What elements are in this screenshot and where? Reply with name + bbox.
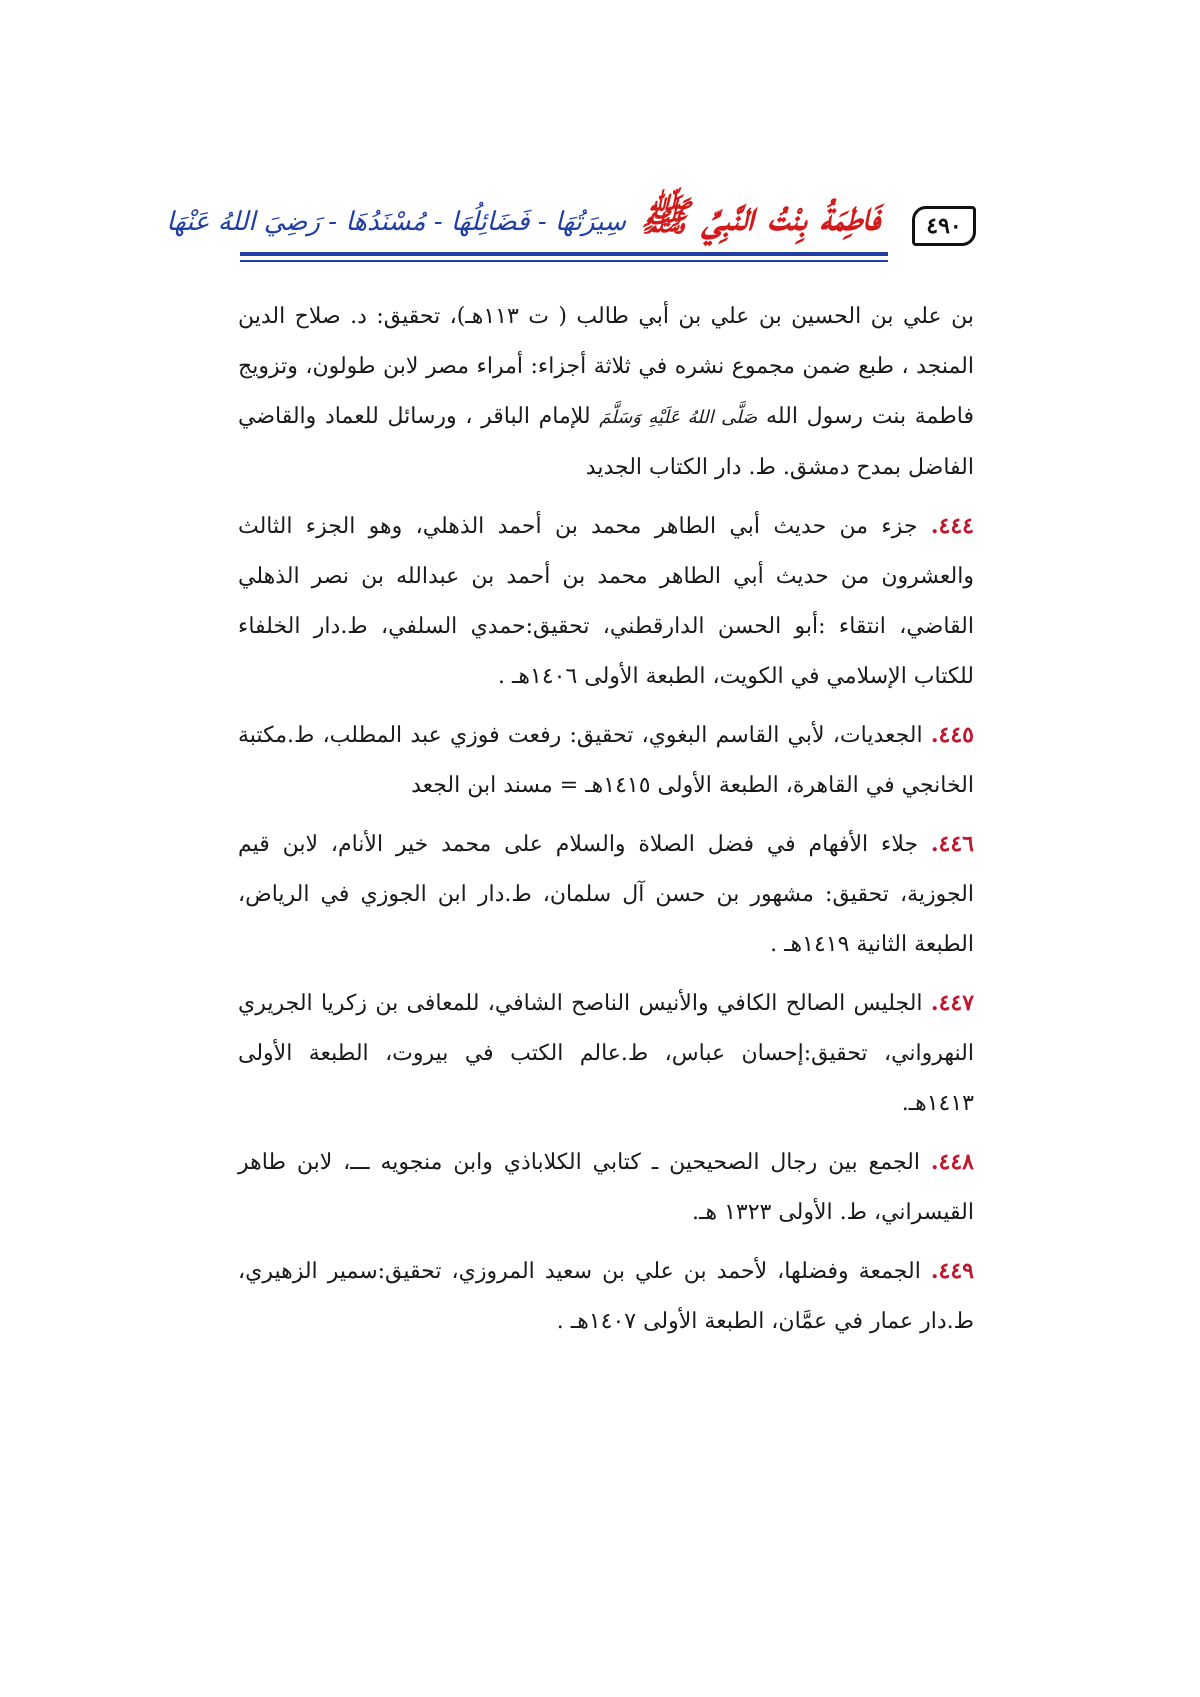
page-header bbox=[166, 188, 976, 270]
entry-text: جلاء الأفهام في فضل الصلاة والسلام على محمد خير الأنام، لابن قيم الجوزية، تحقيق: مشهور بن حسن آل سلمان، ط.دار ابن الجوزي في الرياض، الطبعة الثانية ١٤١٩هـ . bbox=[238, 832, 974, 957]
book-title: فَاطِمَةُ بِنْتُ النَّبِيِّ ﷺ bbox=[640, 193, 880, 240]
entry-number: ٤٤٤. bbox=[930, 513, 974, 539]
entry-number: ٤٤٨. bbox=[930, 1149, 974, 1175]
bibliography-entry bbox=[238, 710, 974, 811]
entry-text: جزء من حديث أبي الطاهر محمد بن أحمد الذهلي، وهو الجزء الثالث والعشرون من حديث أبي الطاهر محمد بن أحمد بن عبدالله بن نصر الذهلي القاضي، انتقاء :أبو الحسن الدارقطني، تحقيق:حمدي السلفي، ط.دار الخلفاء للكتاب الإسلامي في الكويت، الطبعة الأولى ١٤٠٦هـ . bbox=[238, 514, 974, 689]
entry-text: الجليس الصالح الكافي والأنيس الناصح الشافي، للمعافى بن زكريا الجريري النهرواني، تحقيق:إحسان عباس، ط.عالم الكتب في بيروت، الطبعة الأولى ١٤١٣هـ. bbox=[238, 991, 974, 1116]
entry-text: الجمعة وفضلها، لأحمد بن علي بن سعيد المروزي، تحقيق:سمير الزهيري، ط.دار عمار في عمَّان، الطبعة الأولى ١٤٠٧هـ . bbox=[238, 1259, 974, 1334]
bibliography-entry bbox=[238, 978, 974, 1129]
intro-text-after: للإمام الباقر ، ورسائل للعماد والقاضي الفاضل بمدح دمشق. ط. دار الكتاب الجديد bbox=[238, 404, 974, 480]
bibliography-entry bbox=[238, 1137, 974, 1238]
running-title bbox=[166, 192, 880, 250]
bibliography-entry bbox=[238, 819, 974, 970]
entry-number: ٤٤٧. bbox=[930, 990, 975, 1016]
bibliography-entry bbox=[238, 1246, 974, 1347]
entry-text: الجمع بين رجال الصحيحين ـ كتابي الكلاباذي وابن منجويه ـــ، لابن طاهر القيسراني، ط. الأولى ١٣٢٣ هـ. bbox=[238, 1150, 974, 1225]
entry-number: ٤٤٩. bbox=[930, 1258, 974, 1284]
entry-number: ٤٤٥. bbox=[930, 722, 974, 748]
book-subtitle: سِيرَتُهَا - فَضَائِلُهَا - مُسْنَدُهَا - رَضِيَ اللهُ عَنْهَا bbox=[166, 207, 626, 237]
entry-text: الجعديات، لأبي القاسم البغوي، تحقيق: رفعت فوزي عبد المطلب، ط.مكتبة الخانجي في القاهرة، الطبعة الأولى ١٤١٥هـ = مسند ابن الجعد bbox=[238, 723, 974, 798]
entry-number: ٤٤٦. bbox=[930, 831, 974, 857]
honorific-text: صَلَّى اللهُ عَلَيْهِ وَسَلَّمَ bbox=[599, 407, 758, 428]
header-rule-thin bbox=[240, 260, 888, 262]
page-number: ٤٩٠ bbox=[912, 206, 976, 246]
intro-text-before: بن علي بن الحسين بن علي بن أبي طالب ( ت ١١٣هـ)، تحقيق: د. صلاح الدين المنجد ، طبع ضمن مجموع نشره في ثلاثة أجزاء: أمراء مصر لابن طولون، وتزويج فاطمة بنت رسول الله bbox=[238, 304, 974, 429]
page-content bbox=[238, 292, 974, 1355]
header-rule-thick bbox=[240, 252, 888, 256]
intro-paragraph bbox=[238, 292, 974, 493]
bibliography-entry bbox=[238, 501, 974, 702]
